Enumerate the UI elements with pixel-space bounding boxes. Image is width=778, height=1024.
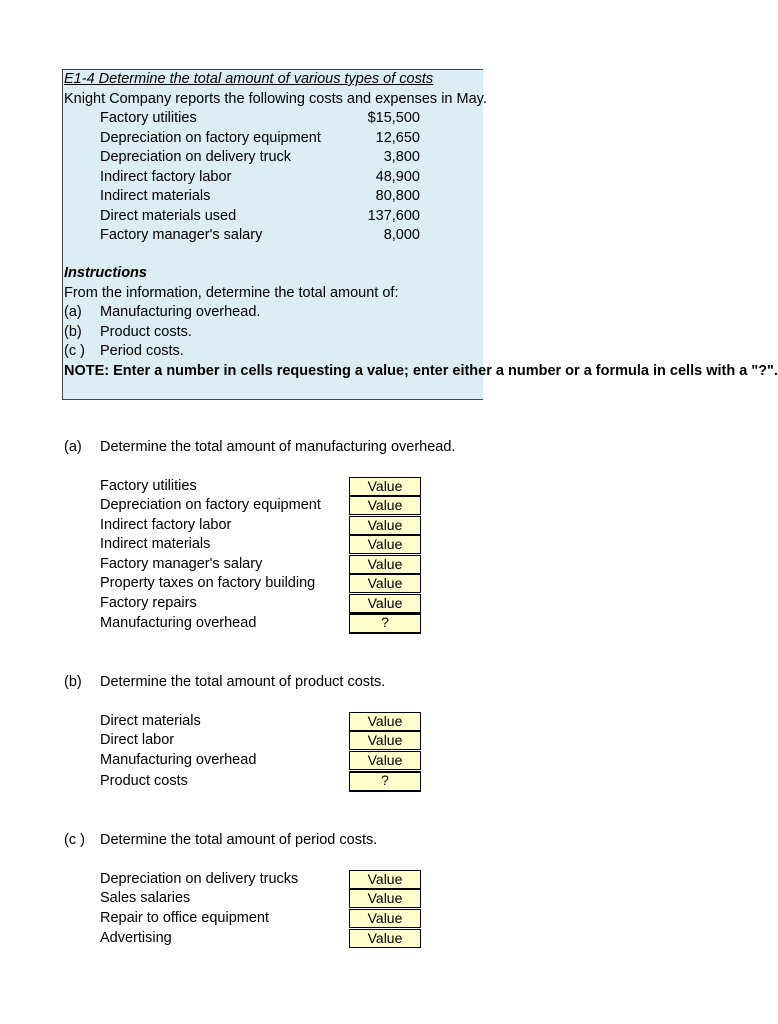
cost-item-label: Indirect factory labor: [100, 169, 232, 185]
row-label: Factory repairs: [100, 595, 197, 611]
row-label: Depreciation on factory equipment: [100, 497, 321, 513]
row-label: Advertising: [100, 930, 172, 946]
answer-cell[interactable]: Value: [349, 929, 421, 948]
instruction-text: Manufacturing overhead.: [100, 304, 261, 320]
total-label: Manufacturing overhead: [100, 615, 257, 631]
note-text: NOTE: Enter a number in cells requesting a value; enter either a number or a formula in cells with a "?".: [64, 363, 778, 379]
row-label: Manufacturing overhead: [100, 752, 257, 768]
total-cell[interactable]: ?: [349, 771, 421, 792]
instruction-letter: (c ): [64, 343, 85, 359]
cost-item-label: Factory utilities: [100, 110, 197, 126]
problem-intro: Knight Company reports the following costs and expenses in May.: [64, 91, 487, 107]
row-label: Repair to office equipment: [100, 910, 270, 926]
answer-cell[interactable]: Value: [349, 594, 421, 613]
instruction-text: Period costs.: [100, 343, 184, 359]
cost-item-amount: $15,500: [367, 110, 420, 126]
cost-item-label: Factory manager's salary: [100, 227, 263, 243]
answer-cell[interactable]: Value: [349, 731, 421, 750]
answer-cell[interactable]: Value: [349, 555, 421, 574]
answer-cell[interactable]: Value: [349, 712, 421, 731]
answer-cell[interactable]: Value: [349, 574, 421, 593]
answer-cell[interactable]: Value: [349, 477, 421, 496]
cost-item-amount: 137,600: [367, 208, 420, 224]
cost-item-amount: 80,800: [375, 188, 420, 204]
row-label: Indirect factory labor: [100, 517, 232, 533]
part-b-question: Determine the total amount of product costs.: [100, 674, 386, 690]
cost-item-label: Direct materials used: [100, 208, 237, 224]
part-a-question: Determine the total amount of manufacturing overhead.: [100, 439, 456, 455]
row-label: Depreciation on delivery trucks: [100, 871, 299, 887]
answer-cell[interactable]: Value: [349, 889, 421, 908]
answer-cell[interactable]: Value: [349, 516, 421, 535]
row-label: Direct materials: [100, 713, 201, 729]
row-label: Sales salaries: [100, 890, 191, 906]
instruction-text: Product costs.: [100, 324, 192, 340]
cost-item-amount: 3,800: [383, 149, 420, 165]
row-label: Direct labor: [100, 732, 175, 748]
instruction-letter: (a): [64, 304, 82, 320]
part-c-letter: (c ): [64, 832, 85, 848]
part-c-question: Determine the total amount of period costs.: [100, 832, 378, 848]
problem-box: [62, 69, 778, 400]
problem-title: E1-4 Determine the total amount of various types of costs: [64, 71, 434, 87]
cost-item-amount: 48,900: [375, 169, 420, 185]
cost-item-label: Depreciation on delivery truck: [100, 149, 292, 165]
total-cell[interactable]: ?: [349, 613, 421, 634]
answer-cell[interactable]: Value: [349, 496, 421, 515]
row-label: Factory manager's salary: [100, 556, 263, 572]
instructions-heading: Instructions: [64, 265, 147, 281]
row-label: Factory utilities: [100, 478, 197, 494]
total-label: Product costs: [100, 773, 188, 789]
cost-item-label: Indirect materials: [100, 188, 211, 204]
part-a-letter: (a): [64, 439, 82, 455]
row-label: Indirect materials: [100, 536, 211, 552]
answer-cell[interactable]: Value: [349, 870, 421, 889]
cost-item-amount: 12,650: [375, 130, 420, 146]
row-label: Property taxes on factory building: [100, 575, 316, 591]
part-b-letter: (b): [64, 674, 82, 690]
instruction-letter: (b): [64, 324, 82, 340]
answer-cell[interactable]: Value: [349, 751, 421, 770]
answer-cell[interactable]: Value: [349, 535, 421, 554]
instructions-text: From the information, determine the total amount of:: [64, 285, 399, 301]
answer-cell[interactable]: Value: [349, 909, 421, 928]
cost-item-label: Depreciation on factory equipment: [100, 130, 321, 146]
cost-item-amount: 8,000: [383, 227, 420, 243]
